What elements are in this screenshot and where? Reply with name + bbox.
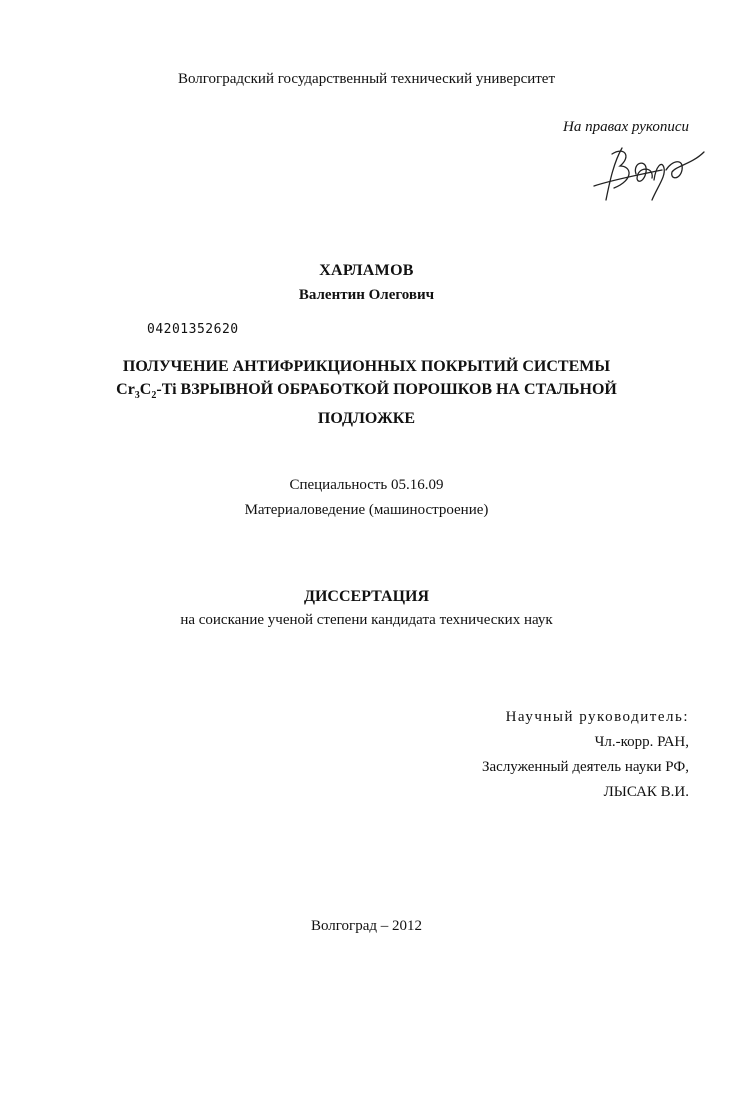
title-line-1: ПОЛУЧЕНИЕ АНТИФРИКЦИОННЫХ ПОКРЫТИЙ СИСТЕМЫ [122, 358, 611, 375]
registry-code: 04201352620 [147, 322, 239, 337]
university-name: Волгоградский государственный технический университет [177, 71, 556, 87]
author-surname: ХАРЛАМОВ [319, 262, 414, 279]
title-line-2: $Cr_3C_2-Ti$ ВЗРЫВНОЙ ОБРАБОТКОЙ ПОРОШКОВ НА СТАЛЬНОЙ [116, 381, 617, 402]
dissertation-title [0, 355, 733, 430]
document-type-label: ДИССЕРТАЦИЯ [303, 588, 430, 605]
supervisor-heading: Научный руководитель: [505, 709, 689, 725]
degree-subtitle: на соискание ученой степени кандидата технических наук [180, 612, 553, 628]
place-year: Волгоград – 2012 [310, 918, 422, 934]
specialty-block [0, 473, 733, 523]
author-name: Валентин Олегович [298, 287, 435, 303]
title-line-3: ПОДЛОЖКЕ [317, 410, 416, 428]
supervisor-title-1: Чл.-корр. РАН, [594, 734, 689, 750]
specialty-field: Материаловедение (машиностроение) [244, 502, 489, 518]
signature-icon [592, 140, 712, 210]
specialty-code: Специальность 05.16.09 [289, 477, 444, 493]
manuscript-rights-note: На правах рукописи [563, 119, 689, 135]
supervisor-block [482, 705, 689, 805]
supervisor-title-2: Заслуженный деятель науки РФ, [481, 759, 689, 775]
supervisor-name: ЛЫСАК В.И. [603, 784, 689, 800]
